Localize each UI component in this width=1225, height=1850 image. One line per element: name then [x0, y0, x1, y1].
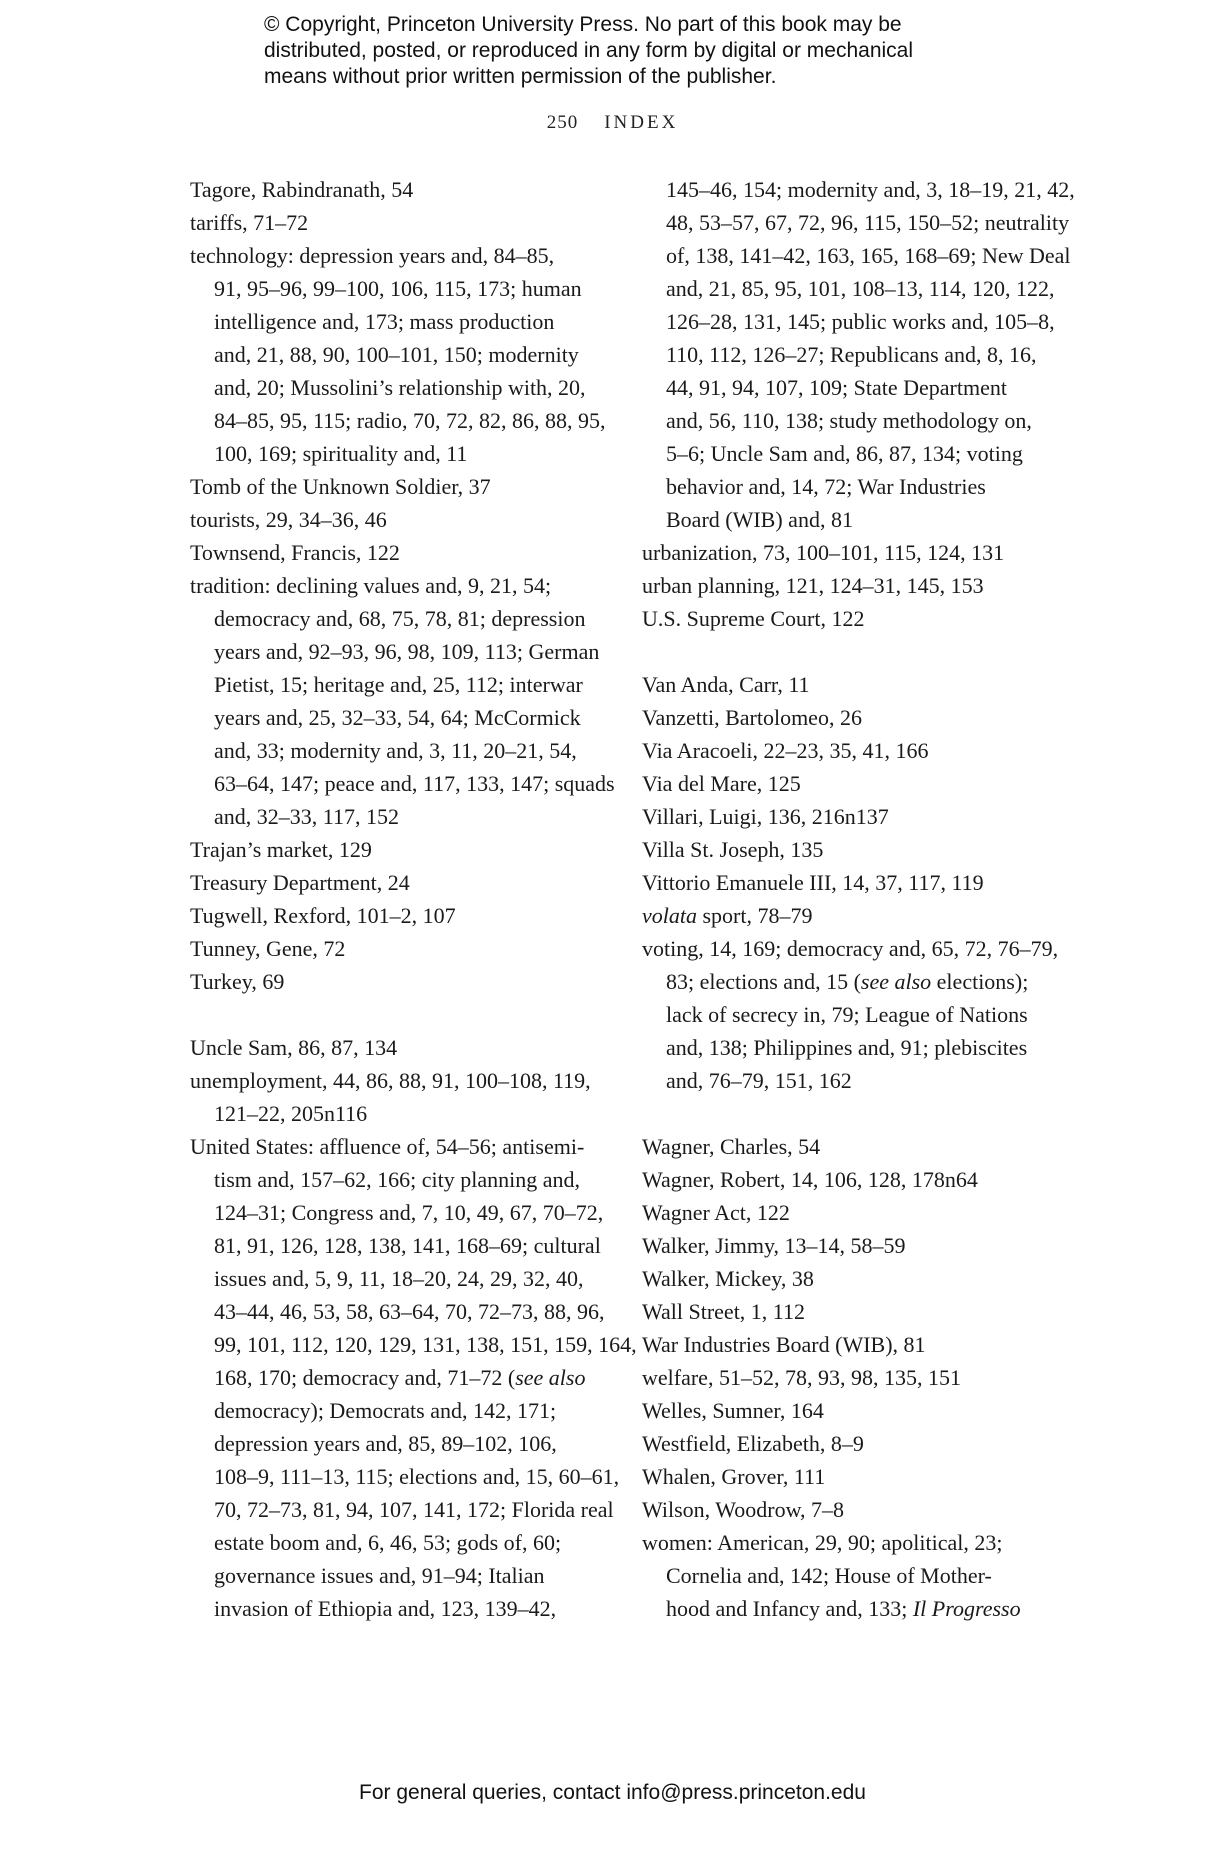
index-entry-heading-line: Villari, Luigi, 136, 216n137	[642, 804, 889, 829]
index-entry	[642, 833, 1072, 866]
index-entry-heading-line: Walker, Mickey, 38	[642, 1266, 814, 1291]
index-entry-heading-line: Wagner, Robert, 14, 106, 128, 178n64	[642, 1167, 978, 1192]
index-entry-continuation-line: years and, 25, 32–33, 54, 64; McCormick	[214, 705, 581, 730]
index-entry	[642, 536, 1072, 569]
footer-contact: For general queries, contact info@press.princeton.edu	[359, 1781, 866, 1804]
index-entry-heading-line: voting, 14, 169; democracy and, 65, 72, 76–79,	[642, 936, 1059, 961]
index-entry	[190, 239, 620, 470]
index-entry-heading-line: Vanzetti, Bartolomeo, 26	[642, 705, 862, 730]
index-entry	[642, 932, 1072, 1097]
index-entry-continuation-line: and, 21, 88, 90, 100–101, 150; modernity	[214, 342, 579, 367]
running-head	[0, 112, 1225, 134]
index-entry-heading-line: unemployment, 44, 86, 88, 91, 100–108, 119,	[190, 1068, 591, 1093]
index-entry-continuation-line: 100, 169; spirituality and, 11	[214, 441, 468, 466]
index-entry-heading-line: Wagner, Charles, 54	[642, 1134, 821, 1159]
index-entry-heading-line: volata sport, 78–79	[642, 903, 813, 928]
index-entry-heading-line: Whalen, Grover, 111	[642, 1464, 826, 1489]
index-entry-continuation-line: 121–22, 205n116	[214, 1101, 368, 1126]
index-entry-heading-line: technology: depression years and, 84–85,	[190, 243, 555, 268]
index-entry-continuation-line: 110, 112, 126–27; Republicans and, 8, 16,	[666, 342, 1037, 367]
index-entry	[642, 1163, 1072, 1196]
index-entry-heading-line: Tagore, Rabindranath, 54	[190, 177, 414, 202]
index-entry-heading-line: Trajan’s market, 129	[190, 837, 372, 862]
index-entry-continuation-line: governance issues and, 91–94; Italian	[214, 1563, 545, 1588]
section-title: INDEX	[604, 112, 679, 133]
index-entry-continuation-line: and, 21, 85, 95, 101, 108–13, 114, 120, 122,	[666, 276, 1055, 301]
index-entry-heading-line: Walker, Jimmy, 13–14, 58–59	[642, 1233, 906, 1258]
index-entry-heading-line: Via del Mare, 125	[642, 771, 801, 796]
copyright-line: means without prior written permission of the publisher.	[264, 65, 777, 88]
index-entry	[190, 536, 620, 569]
index-entry-continuation-line: intelligence and, 173; mass production	[214, 309, 555, 334]
index-entry	[190, 173, 620, 206]
index-entry-heading-line: Via Aracoeli, 22–23, 35, 41, 166	[642, 738, 929, 763]
copyright-notice	[264, 12, 1024, 90]
index-entry-heading-line: Uncle Sam, 86, 87, 134	[190, 1035, 398, 1060]
index-entry-heading-line: Tugwell, Rexford, 101–2, 107	[190, 903, 456, 928]
index-entry	[190, 1031, 620, 1064]
index-entry-heading-line: Turkey, 69	[190, 969, 285, 994]
index-entry-heading-line: Westfield, Elizabeth, 8–9	[642, 1431, 864, 1456]
index-entry	[642, 899, 1072, 932]
index-entry	[642, 734, 1072, 767]
index-entry-continuation-line: 44, 91, 94, 107, 109; State Department	[666, 375, 1007, 400]
copyright-line: © Copyright, Princeton University Press. No part of this book may be	[264, 13, 902, 36]
index-entry	[190, 833, 620, 866]
index-entry	[642, 1262, 1072, 1295]
index-entry-continuation-line: 108–9, 111–13, 115; elections and, 15, 60–61,	[214, 1464, 620, 1489]
copyright-line: distributed, posted, or reproduced in any form by digital or mechanical	[264, 39, 914, 62]
index-entry-continuation-line: behavior and, 14, 72; War Industries	[666, 474, 986, 499]
index-entry	[190, 965, 620, 998]
index-entry	[190, 1130, 637, 1625]
index-column-right	[642, 173, 1075, 1625]
index-entry	[642, 866, 1072, 899]
index-entry-heading-line: urban planning, 121, 124–31, 145, 153	[642, 573, 984, 598]
index-entry	[642, 800, 1072, 833]
index-entry-continuation-line: hood and Infancy and, 133; Il Progresso	[666, 1596, 1021, 1621]
index-entry-heading-line: Welles, Sumner, 164	[642, 1398, 824, 1423]
index-entry	[642, 1460, 1072, 1493]
index-entry-continuation-line: issues and, 5, 9, 11, 18–20, 24, 29, 32, 40,	[214, 1266, 584, 1291]
index-entry-heading-line: United States: affluence of, 54–56; antisemi-	[190, 1134, 585, 1159]
index-entry-continuation-line: Pietist, 15; heritage and, 25, 112; interwar	[214, 672, 583, 697]
index-entry-heading-line: women: American, 29, 90; apolitical, 23;	[642, 1530, 1003, 1555]
index-entry	[642, 1196, 1072, 1229]
index-entry-heading-line: tourists, 29, 34–36, 46	[190, 507, 387, 532]
index-entry-heading-line: Tomb of the Unknown Soldier, 37	[190, 474, 491, 499]
index-entry-continuation-line: years and, 92–93, 96, 98, 109, 113; German	[214, 639, 600, 664]
index-entry-continuation-line: 124–31; Congress and, 7, 10, 49, 67, 70–72,	[214, 1200, 604, 1225]
index-entry	[642, 701, 1072, 734]
index-entry-continuation-line: 43–44, 46, 53, 58, 63–64, 70, 72–73, 88, 96,	[214, 1299, 605, 1324]
index-entry	[642, 668, 1072, 701]
index-entry	[642, 569, 1072, 602]
index-entry	[190, 899, 620, 932]
index-entry-heading-line: Wagner Act, 122	[642, 1200, 790, 1225]
index-entry-heading-line: Treasury Department, 24	[190, 870, 410, 895]
index-entry	[642, 173, 1075, 536]
index-entry-continuation-line: invasion of Ethiopia and, 123, 139–42,	[214, 1596, 557, 1621]
index-entry-continuation-line: 99, 101, 112, 120, 129, 131, 138, 151, 159, 164,	[214, 1332, 637, 1357]
index-entry	[190, 206, 620, 239]
index-entry	[642, 602, 1072, 635]
index-letter-gap	[642, 635, 1072, 668]
index-entry-continuation-line: Cornelia and, 142; House of Mother-	[666, 1563, 992, 1588]
index-entry-continuation-line: 63–64, 147; peace and, 117, 133, 147; squads	[214, 771, 615, 796]
index-entry-continuation-line: 48, 53–57, 67, 72, 96, 115, 150–52; neutrality	[666, 210, 1070, 235]
index-entry	[642, 1493, 1072, 1526]
index-entry-heading-line: Townsend, Francis, 122	[190, 540, 400, 565]
index-entry-continuation-line: and, 32–33, 117, 152	[214, 804, 399, 829]
index-entry	[642, 767, 1072, 800]
index-entry-continuation-line: 84–85, 95, 115; radio, 70, 72, 82, 86, 88, 95,	[214, 408, 606, 433]
index-letter-gap	[190, 998, 620, 1031]
index-entry	[190, 569, 620, 833]
index-entry-continuation-line: 91, 95–96, 99–100, 106, 115, 173; human	[214, 276, 582, 301]
index-entry-continuation-line: and, 56, 110, 138; study methodology on,	[666, 408, 1032, 433]
index-entry	[642, 1130, 1072, 1163]
index-entry-heading-line: Wilson, Woodrow, 7–8	[642, 1497, 845, 1522]
index-entry	[642, 1328, 1072, 1361]
index-entry-continuation-line: and, 138; Philippines and, 91; plebiscites	[666, 1035, 1028, 1060]
index-entry	[642, 1295, 1072, 1328]
index-entry-heading-line: War Industries Board (WIB), 81	[642, 1332, 926, 1357]
index-entry-continuation-line: and, 76–79, 151, 162	[666, 1068, 852, 1093]
index-entry-heading-line: Wall Street, 1, 112	[642, 1299, 805, 1324]
index-entry	[190, 470, 620, 503]
index-entry	[642, 1427, 1072, 1460]
index-entry	[190, 866, 620, 899]
index-entry-continuation-line: Board (WIB) and, 81	[666, 507, 853, 532]
index-entry-continuation-line: 126–28, 131, 145; public works and, 105–8,	[666, 309, 1055, 334]
index-entry-continuation-line: depression years and, 85, 89–102, 106,	[214, 1431, 557, 1456]
index-entry-heading-line: Van Anda, Carr, 11	[642, 672, 810, 697]
index-entry-continuation-line: democracy and, 68, 75, 78, 81; depression	[214, 606, 586, 631]
index-entry	[642, 1229, 1072, 1262]
index-entry-continuation-line: democracy); Democrats and, 142, 171;	[214, 1398, 557, 1423]
index-entry-continuation-line: tism and, 157–62, 166; city planning and,	[214, 1167, 581, 1192]
index-entry-heading-line: urbanization, 73, 100–101, 115, 124, 131	[642, 540, 1005, 565]
index-entry	[190, 503, 620, 536]
index-entry-heading-line: U.S. Supreme Court, 122	[642, 606, 865, 631]
index-entry-heading-line: tradition: declining values and, 9, 21, 54;	[190, 573, 552, 598]
index-entry-continuation-line: lack of secrecy in, 79; League of Nations	[666, 1002, 1028, 1027]
index-letter-gap	[642, 1097, 1072, 1130]
index-entry-heading-line: welfare, 51–52, 78, 93, 98, 135, 151	[642, 1365, 961, 1390]
index-entry-heading-line: Tunney, Gene, 72	[190, 936, 346, 961]
index-entry-continuation-line: 83; elections and, 15 (see also elections);	[666, 969, 1029, 994]
index-entry-heading-line: Vittorio Emanuele III, 14, 37, 117, 119	[642, 870, 984, 895]
index-entry-continuation-line: 5–6; Uncle Sam and, 86, 87, 134; voting	[666, 441, 1023, 466]
index-entry	[642, 1361, 1072, 1394]
index-entry	[642, 1394, 1072, 1427]
index-entry-continuation-line: 145–46, 154; modernity and, 3, 18–19, 21, 42,	[666, 177, 1075, 202]
index-entry	[642, 1526, 1072, 1625]
index-entry-heading-line: tariffs, 71–72	[190, 210, 309, 235]
index-entry-heading-line: Villa St. Joseph, 135	[642, 837, 824, 862]
index-entry	[190, 1064, 620, 1130]
index-entry-continuation-line: 81, 91, 126, 128, 138, 141, 168–69; cultural	[214, 1233, 601, 1258]
index-entry-continuation-line: estate boom and, 6, 46, 53; gods of, 60;	[214, 1530, 562, 1555]
index-entry-continuation-line: and, 20; Mussolini’s relationship with, 20,	[214, 375, 586, 400]
page-number: 250	[546, 112, 579, 133]
index-column-left	[190, 173, 637, 1625]
index-entry-continuation-line: and, 33; modernity and, 3, 11, 20–21, 54,	[214, 738, 577, 763]
index-entry-continuation-line: 168, 170; democracy and, 71–72 (see also	[214, 1365, 586, 1390]
index-entry-continuation-line: of, 138, 141–42, 163, 165, 168–69; New Deal	[666, 243, 1071, 268]
index-entry-continuation-line: 70, 72–73, 81, 94, 107, 141, 172; Florida real	[214, 1497, 614, 1522]
index-entry	[190, 932, 620, 965]
